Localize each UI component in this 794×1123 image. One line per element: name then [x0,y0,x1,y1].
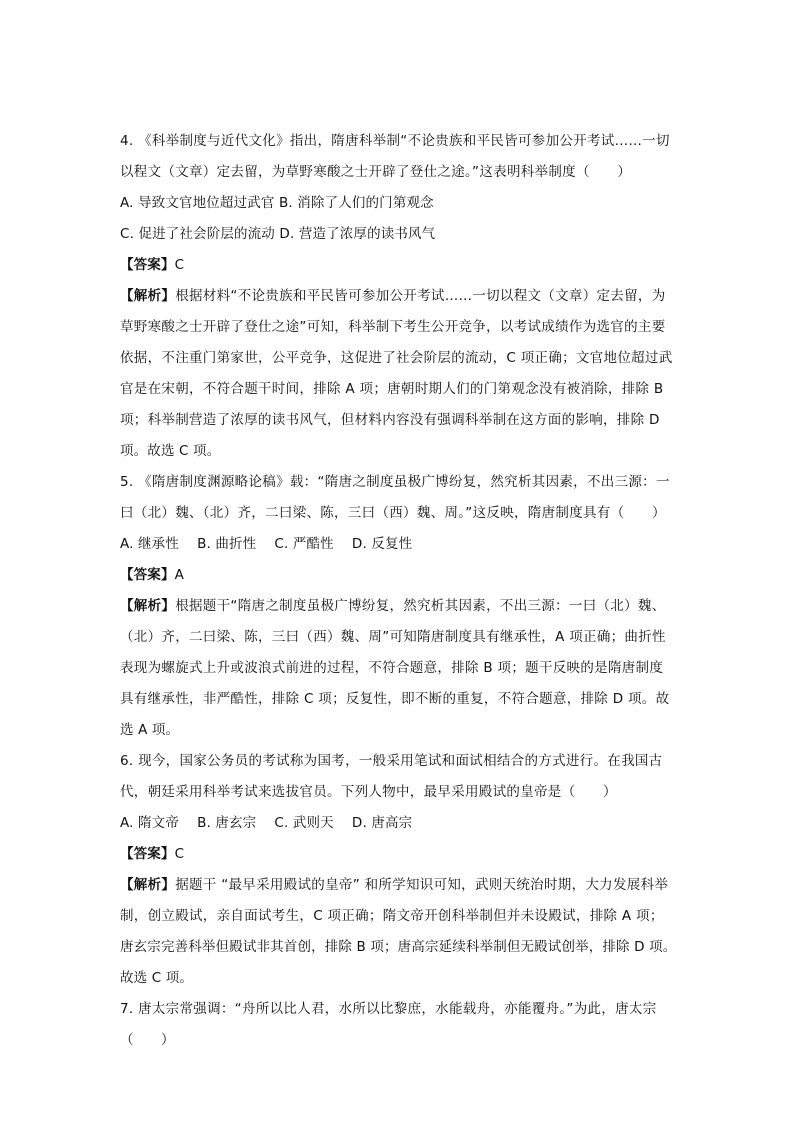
answer-value: C [174,257,185,273]
question-6-stem-line-1: 6. 现今，国家公务员的考试称为国考，一般采用笔试和面试相结合的方式进行。在我国古 [120,753,663,769]
question-6-analysis-line-2: 制，创立殿试，亲自面试考生，C 项正确；隋文帝开创科举制但并未设殿试，排除 A 项； [120,908,664,924]
question-6-analysis-line-3: 唐玄宗完善科举但殿试非其首创，排除 B 项；唐高宗延续科举制但无殿试创举，排除 D 项。 [120,939,677,955]
question-5-answer [120,565,184,585]
question-5-analysis-line-1 [120,596,666,616]
question-4-stem-line-1: 4. 《科举制度与近代文化》指出，隋唐科举制“不论贵族和平民皆可参加公开考试……一切 [120,133,670,149]
question-4-options-line-2: C. 促进了社会阶层的流动 D. 营造了浓厚的读书风气 [120,226,436,242]
question-4-analysis-line-5: 项；科举制营造了浓厚的读书风气，但材料内容没有强调科举制在这方面的影响，排除 D [120,412,660,428]
question-5-analysis-line-5: 选 A 项。 [120,722,180,738]
analysis-label: 【解析】 [120,598,176,614]
question-6-analysis-line-1 [120,875,668,895]
question-5-analysis-line-4: 具有继承性，非严酷性，排除 C 项；反复性，即不断的重复，不符合题意，排除 D 项。故 [120,691,670,707]
question-4-analysis-line-4: 官是在宋朝，不符合题干时间，排除 A 项；唐朝时期人们的门第观念没有被消除，排除 B [120,381,664,397]
question-6-answer [120,844,184,864]
question-5-analysis-line-2: （北）齐，二曰梁、陈，三曰（西）魏、周”可知隋唐制度具有继承性，A 项正确；曲折性 [120,629,666,645]
analysis-text: 根据材料“不论贵族和平民皆可参加公开考试……一切以程文（文章）定去留，为 [175,288,666,304]
question-6-options: A. 隋文帝 B. 唐玄宗 C. 武则天 D. 唐高宗 [120,815,413,831]
question-4-stem-line-2: 以程文（文章）定去留，为草野寒酸之士开辟了登仕之途。”这表明科举制度（ ） [120,164,632,180]
question-4-options-line-1: A. 导致文官地位超过武官 B. 消除了人们的门第观念 [120,195,434,211]
question-5-analysis-line-3: 表现为螺旋式上升或波浪式前进的过程，不符合题意，排除 B 项；题干反映的是隋唐制度 [120,660,664,676]
question-5-stem-line-2: 曰（北）魏、（北）齐，二曰梁、陈，三曰（西）魏、周。”这反映，隋唐制度具有（ ） [120,505,666,521]
answer-value: C [174,846,185,862]
answer-value: A [174,567,184,583]
analysis-label: 【解析】 [120,877,176,893]
question-4-answer [120,255,184,275]
question-4-analysis-line-3: 依据，不注重门第家世，公平竞争，这促进了社会阶层的流动，C 项正确；文官地位超过武 [120,350,673,366]
question-7-stem-line-1: 7. 唐太宗常强调：“舟所以比人君，水所以比黎庶，水能载舟，亦能覆舟。”为此，唐太宗 [120,1001,657,1017]
question-4-analysis-line-1 [120,286,666,306]
question-4-analysis-line-2: 草野寒酸之士开辟了登仕之途”可知，科举制下考生公开竞争，以考试成绩作为选官的主要 [120,319,666,335]
answer-label: 【答案】 [120,257,175,273]
question-4-analysis-line-6: 项。故选 C 项。 [120,443,221,459]
analysis-text: 据题干 “最早采用殿试的皇帝” 和所学知识可知，武则天统治时期，大力发展科举 [175,877,669,893]
question-6-analysis-line-4: 故选 C 项。 [120,970,194,986]
answer-label: 【答案】 [120,567,175,583]
question-5-options: A. 继承性 B. 曲折性 C. 严酷性 D. 反复性 [120,536,413,552]
question-7-stem-line-2: （ ） [120,1032,175,1048]
question-6-stem-line-2: 代，朝廷采用科举考试来选拔官员。下列人物中，最早采用殿试的皇帝是（ ） [120,784,617,800]
analysis-label: 【解析】 [120,288,176,304]
analysis-text: 根据题干“隋唐之制度虽极广博纷复，然究析其因素，不出三源：一曰（北）魏、 [175,598,666,614]
answer-label: 【答案】 [120,846,175,862]
question-5-stem-line-1: 5. 《隋唐制度渊源略论稿》载：“隋唐之制度虽极广博纷复，然究析其因素，不出三源：一 [120,474,670,490]
